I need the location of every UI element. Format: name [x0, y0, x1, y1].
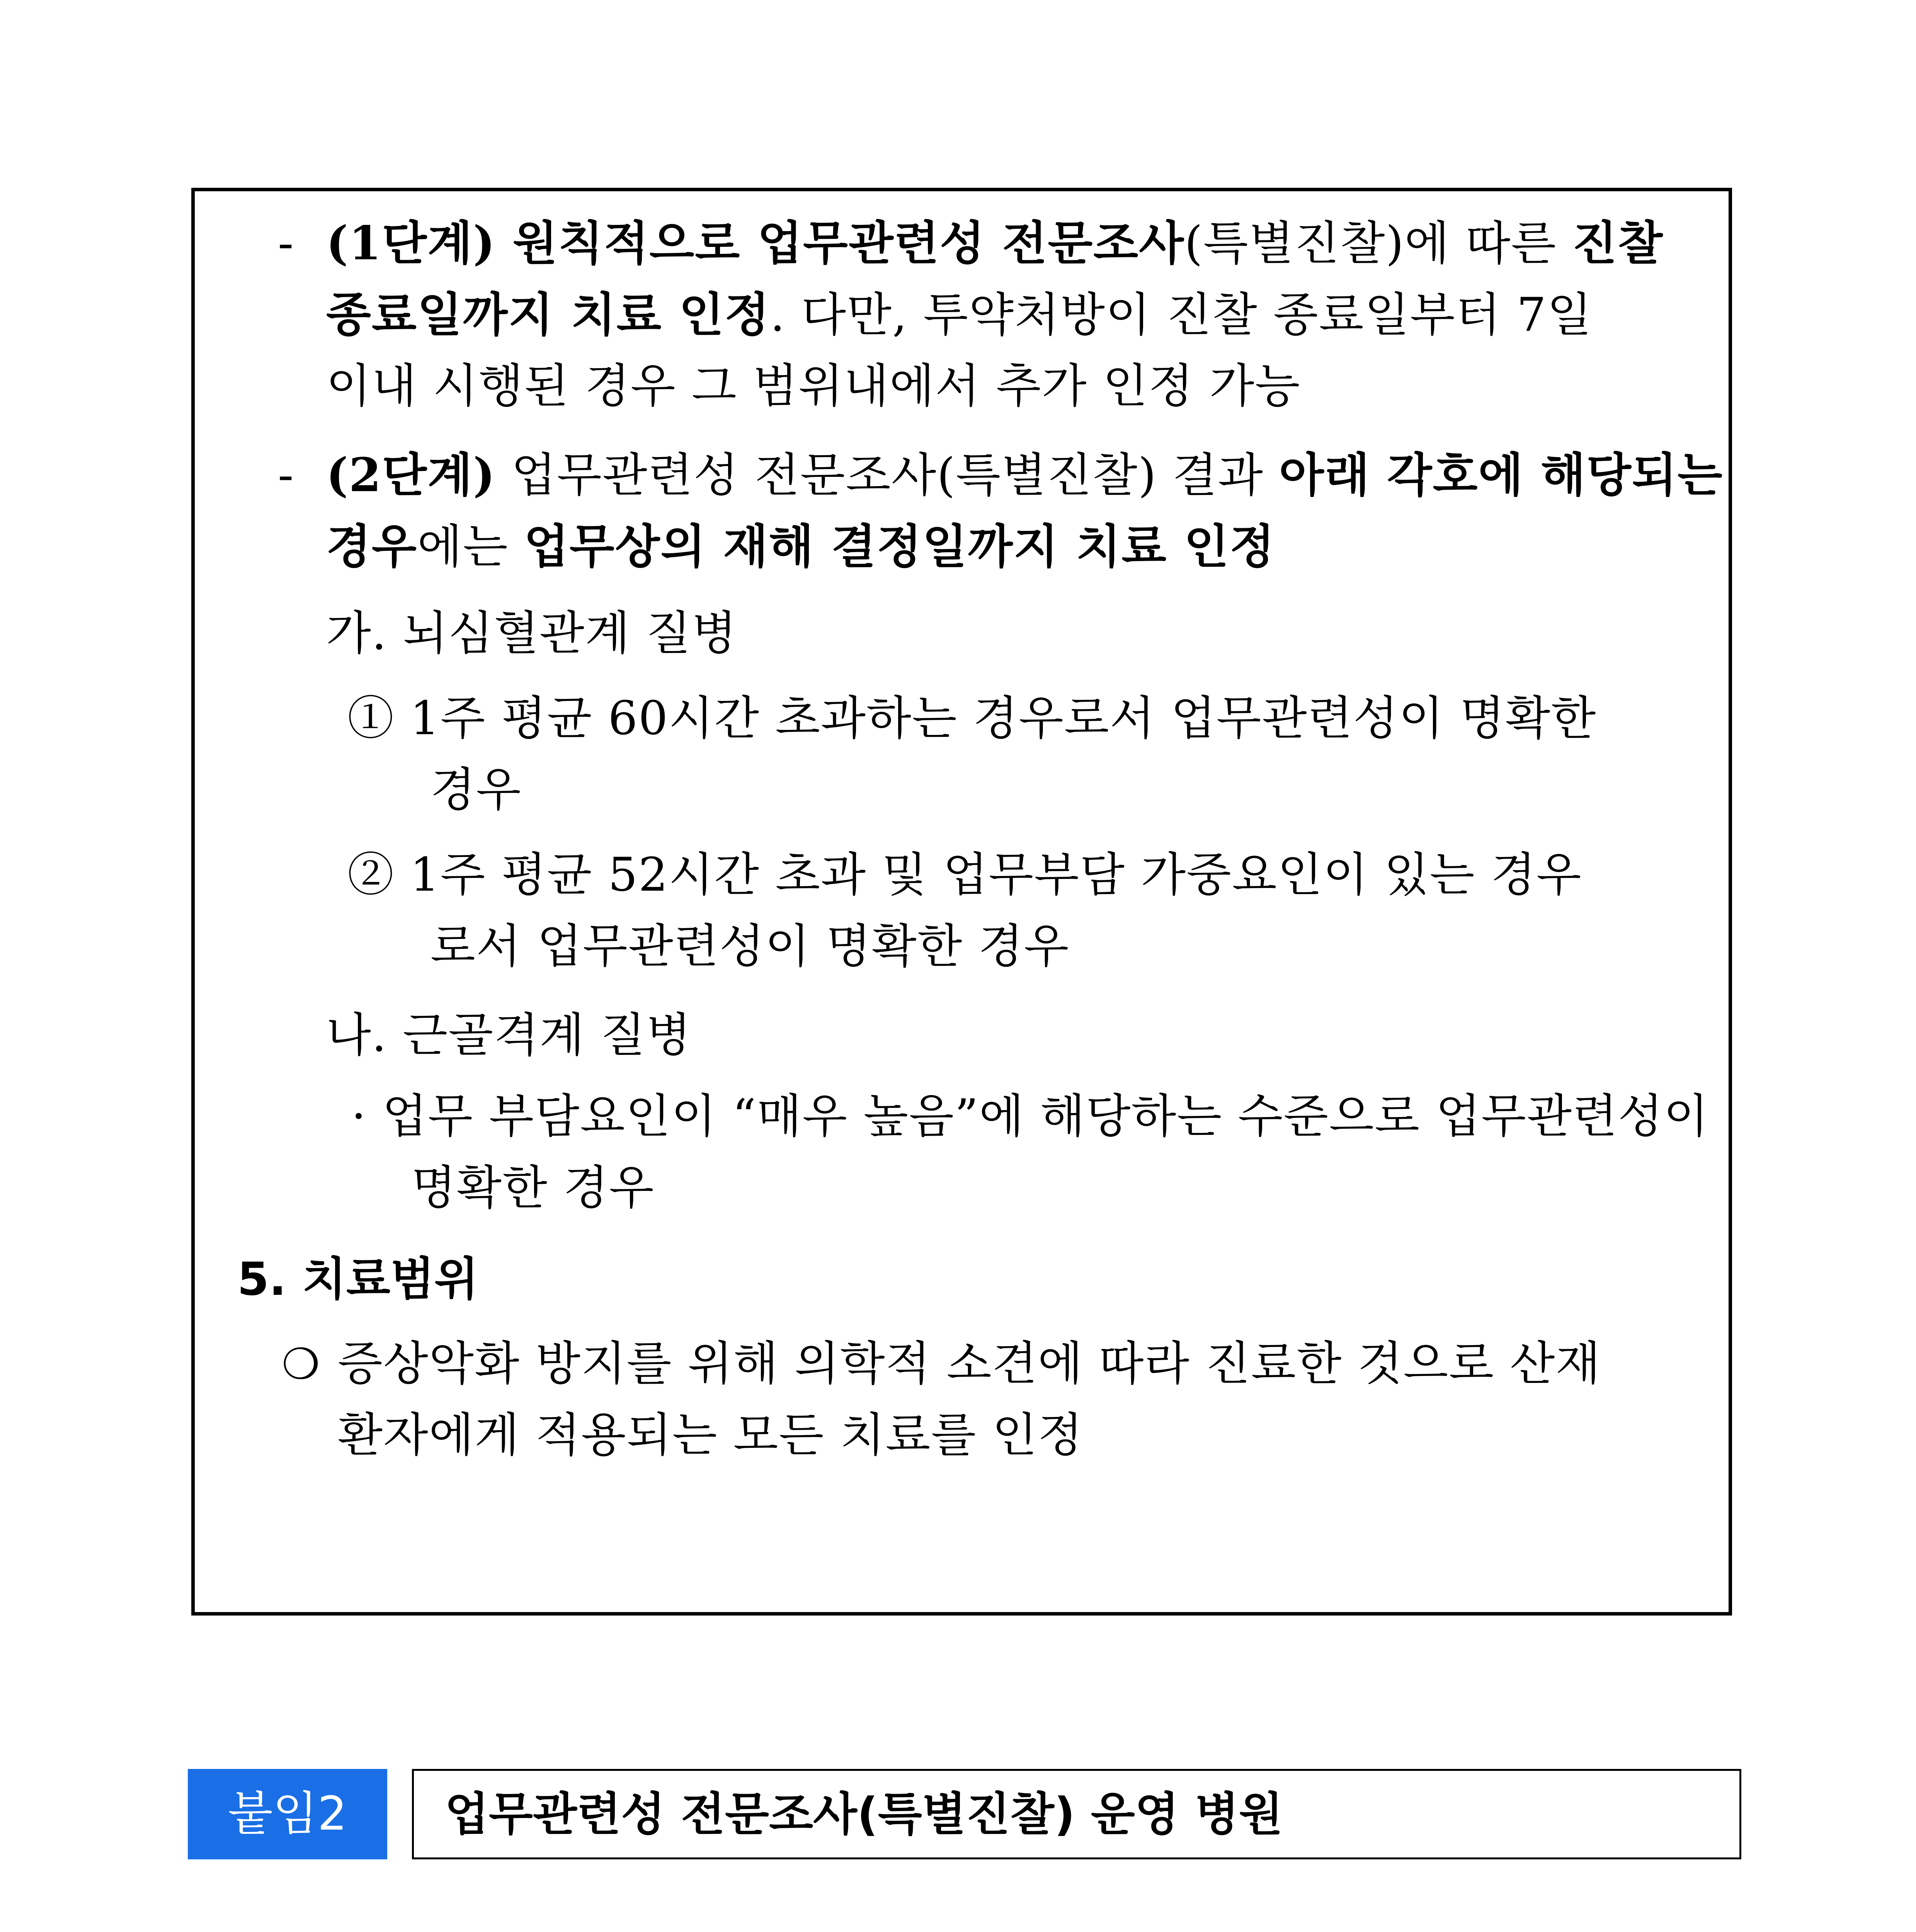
section5-line2: 환자에게 적용되는 모든 치료를 인정 [338, 1408, 1084, 1462]
text-segment: (2단계) [326, 448, 496, 502]
criteria-box [191, 188, 1732, 1616]
text-segment: 경우 [326, 519, 417, 574]
ga-item2-line1: ② 1주 평균 52시간 초과 및 업무부담 가중요인이 있는 경우 [347, 848, 1582, 902]
text-segment: 종료일까지 치료 인정 [326, 287, 770, 342]
ga-item1-line1: ① 1주 평균 60시간 초과하는 경우로서 업무관련성이 명확한 [347, 692, 1597, 745]
step2-line1 [326, 446, 1723, 505]
text-segment: (1단계) 원칙적으로 업무관련성 전문조사 [326, 216, 1185, 270]
ga-item2-line2: 로서 업무관련성이 명확한 경우 [431, 920, 1070, 973]
text-segment: . 다만, 투약처방이 진찰 종료일부터 7일 [770, 288, 1593, 342]
step1-line3: 이내 시행된 경우 그 범위내에서 추가 인정 가능 [326, 359, 1301, 413]
step1-dash: - [278, 216, 294, 270]
text-segment: 진찰 [1572, 216, 1664, 270]
section5-heading: 5. 치료범위 [237, 1252, 478, 1306]
text-segment: (특별진찰)에 따른 [1184, 217, 1572, 270]
ga-label: 가. 뇌심혈관계 질병 [326, 607, 737, 660]
step2-dash: - [278, 448, 294, 502]
na-label: 나. 근골격계 질병 [326, 1009, 692, 1062]
text-segment: 업무상의 재해 결정일까지 치료 인정 [524, 519, 1275, 574]
text-segment: 업무관련성 전문조사(특별진찰) 결과 [495, 449, 1279, 502]
text-segment: 아래 각호에 해당되는 [1279, 448, 1723, 502]
na-line1: · 업무 부담요인이 “매우 높음”에 해당하는 수준으로 업무관련성이 [351, 1090, 1709, 1143]
step2-line2 [326, 518, 1275, 576]
text-segment: 에는 [417, 520, 524, 574]
attachment-tag: 붙임2 [188, 1769, 387, 1859]
attachment-title: 업무관련성 전문조사(특별진찰) 운영 병원 [412, 1769, 1741, 1859]
step1-line2 [326, 286, 1593, 344]
step1-line1 [326, 214, 1663, 273]
section5-line1: 증상악화 방지를 위해 의학적 소견에 따라 진료한 것으로 산재 [338, 1337, 1601, 1391]
na-line2: 명확한 경우 [411, 1161, 655, 1215]
section5-bullet: ❍ [282, 1339, 321, 1389]
ga-item1-line2: 경우 [431, 763, 522, 817]
